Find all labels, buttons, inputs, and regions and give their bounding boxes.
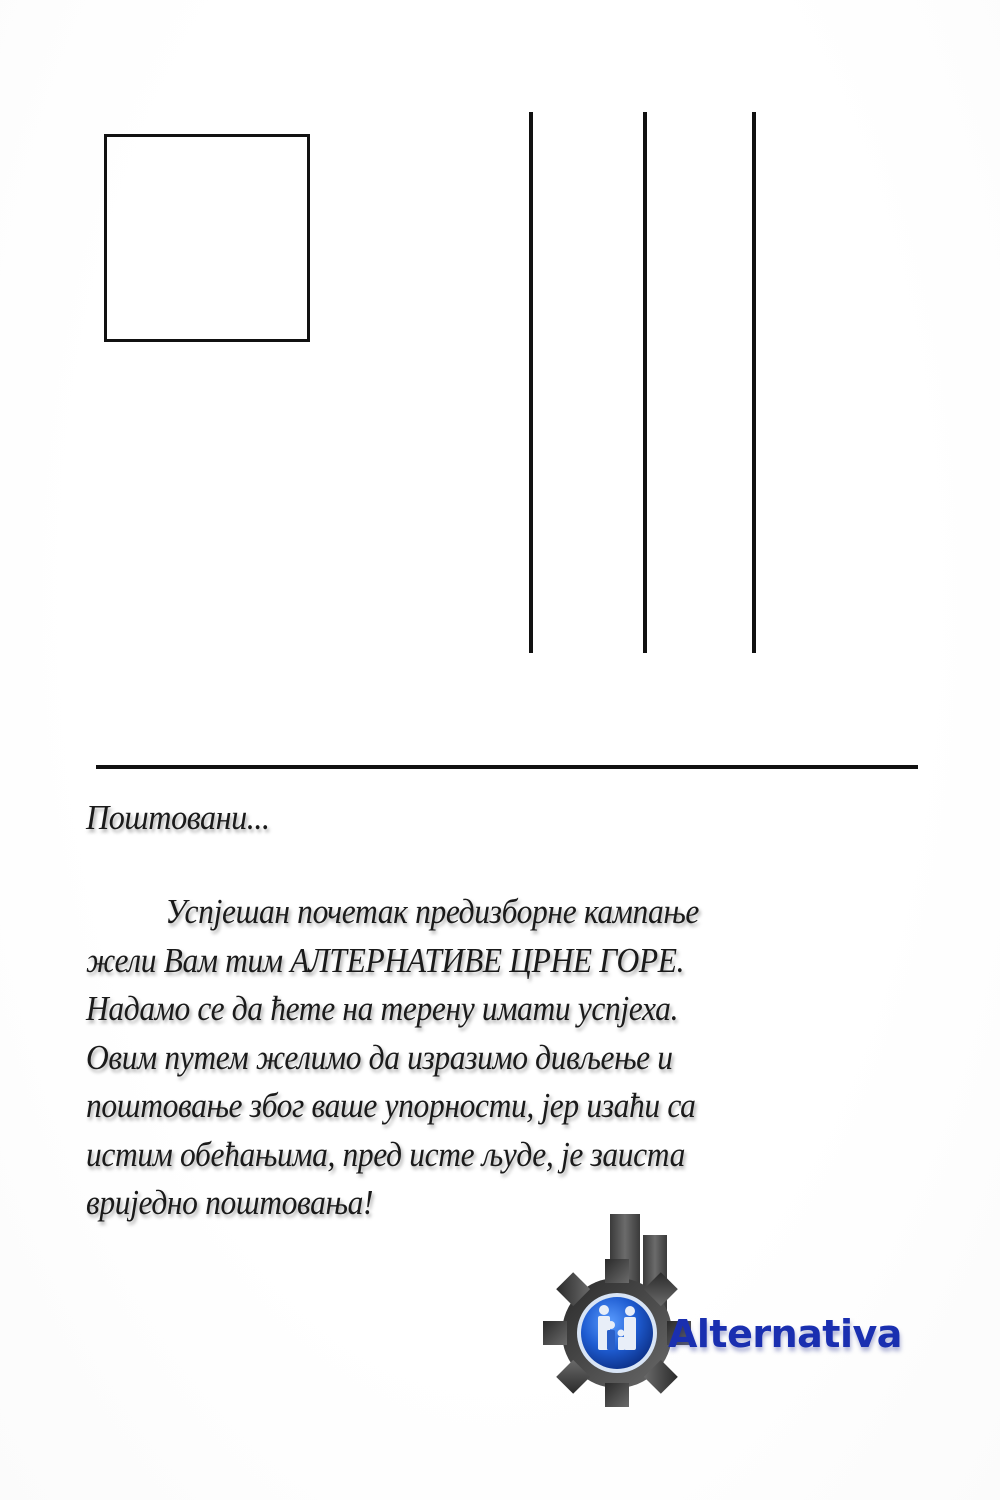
greeting: Поштовани... <box>86 798 270 837</box>
stamp-box <box>104 134 310 342</box>
message-line: Надамо се да ћете на терену имати успјеха. <box>86 989 679 1028</box>
gear-factory-family-icon <box>540 1200 900 1420</box>
message-line: истим обећањима, пред исте људе, је заиста <box>86 1134 685 1174</box>
alternativa-logo <box>540 1200 900 1420</box>
message-line: Овим путем желимо да изразимо дивљење и <box>86 1037 673 1077</box>
message-line: поштовање због ваше упорности, јер изаћи са <box>86 1086 696 1125</box>
address-line-3 <box>752 112 756 653</box>
address-line-1 <box>529 112 533 653</box>
message-line: жели Вам тим АЛТЕРНАТИВЕ ЦРНЕ ГОРЕ. <box>86 940 685 980</box>
message-line: Успјешан почетак предизборне кампање <box>165 892 700 931</box>
message-line: вриједно поштовања! <box>86 1183 374 1222</box>
message-body <box>86 888 986 1228</box>
address-line-2 <box>643 112 647 653</box>
logo-wordmark: Alternativa <box>668 1312 902 1356</box>
divider-line <box>96 765 918 769</box>
